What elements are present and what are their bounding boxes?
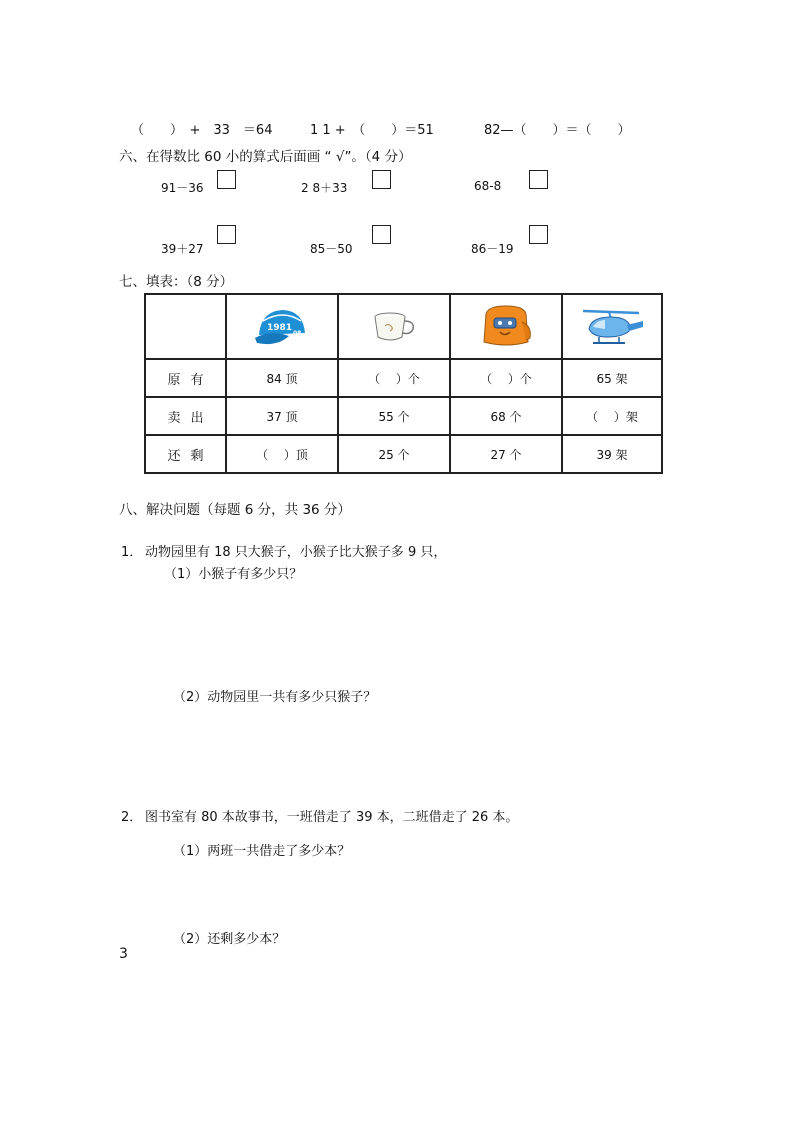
table-cell[interactable]: （ ）个 <box>450 359 562 397</box>
helicopter-icon <box>577 305 647 349</box>
expression-item: 2 8＋33 <box>301 181 348 195</box>
question-number: 1． <box>121 545 143 560</box>
helicopter-image-cell <box>562 294 662 359</box>
cup-image-cell <box>338 294 450 359</box>
expression-item: 85－50 <box>310 242 353 256</box>
answer-checkbox[interactable] <box>217 170 236 189</box>
table-cell[interactable]: 68 个 <box>450 397 562 435</box>
svg-text:08: 08 <box>293 329 302 337</box>
answer-checkbox[interactable] <box>529 170 548 189</box>
equation-3: 82—（ ）＝（ ） <box>484 123 631 138</box>
row-label: 原有 <box>145 359 226 397</box>
page-number: 3 <box>119 946 128 962</box>
answer-checkbox[interactable] <box>217 225 236 244</box>
expression-item: 68-8 <box>474 179 502 193</box>
table-cell[interactable]: 27 个 <box>450 435 562 473</box>
table-cell[interactable]: 25 个 <box>338 435 450 473</box>
answer-checkbox[interactable] <box>372 225 391 244</box>
backpack-image-cell <box>450 294 562 359</box>
answer-checkbox[interactable] <box>529 225 548 244</box>
sub-question: （2）还剩多少本？ <box>173 932 286 947</box>
section7-title: 七、填表：（8 分） <box>119 274 234 290</box>
row-label: 还剩 <box>145 435 226 473</box>
question-text: 动物园里有 18 只大猴子，小猴子比大猴子多 9 只， <box>145 545 447 560</box>
table-cell[interactable]: 39 架 <box>562 435 662 473</box>
sub-question: （1）小猴子有多少只？ <box>164 567 303 582</box>
table-corner-cell <box>145 294 226 359</box>
table-cell[interactable]: 84 顶 <box>226 359 338 397</box>
svg-text:1981: 1981 <box>267 322 293 333</box>
table-cell[interactable]: 65 架 <box>562 359 662 397</box>
answer-area[interactable] <box>164 708 644 798</box>
backpack-icon <box>478 304 534 350</box>
answer-area[interactable] <box>164 585 644 680</box>
question-number: 2． <box>121 810 143 825</box>
table-cell[interactable]: （ ）顶 <box>226 435 338 473</box>
table-cell[interactable]: （ ）架 <box>562 397 662 435</box>
row-label: 卖出 <box>145 397 226 435</box>
expression-item: 39＋27 <box>161 242 204 256</box>
cap-image-cell <box>226 294 338 359</box>
sub-question: （2）动物园里一共有多少只猴子？ <box>173 690 377 705</box>
expression-item: 86－19 <box>471 242 514 256</box>
section6-title: 六、在得数比 60 小的算式后面画 “ √”。（4 分） <box>119 149 412 165</box>
answer-area[interactable] <box>164 862 644 922</box>
equation-1: （ ） + 33 ＝64 <box>131 123 273 138</box>
cap-icon <box>253 305 311 349</box>
cup-icon <box>371 309 417 345</box>
fill-table <box>144 293 663 474</box>
answer-checkbox[interactable] <box>372 170 391 189</box>
equation-2: 1 1 + （ ）＝51 <box>310 123 434 138</box>
table-cell[interactable]: （ ）个 <box>338 359 450 397</box>
expression-item: 91－36 <box>161 181 204 195</box>
table-cell[interactable]: 37 顶 <box>226 397 338 435</box>
sub-question: （1）两班一共借走了多少本？ <box>173 844 351 859</box>
table-cell[interactable]: 55 个 <box>338 397 450 435</box>
question-text: 图书室有 80 本故事书，一班借走了 39 本，二班借走了 26 本。 <box>145 810 519 825</box>
section8-title: 八、解决问题（每题 6 分，共 36 分） <box>119 502 351 518</box>
